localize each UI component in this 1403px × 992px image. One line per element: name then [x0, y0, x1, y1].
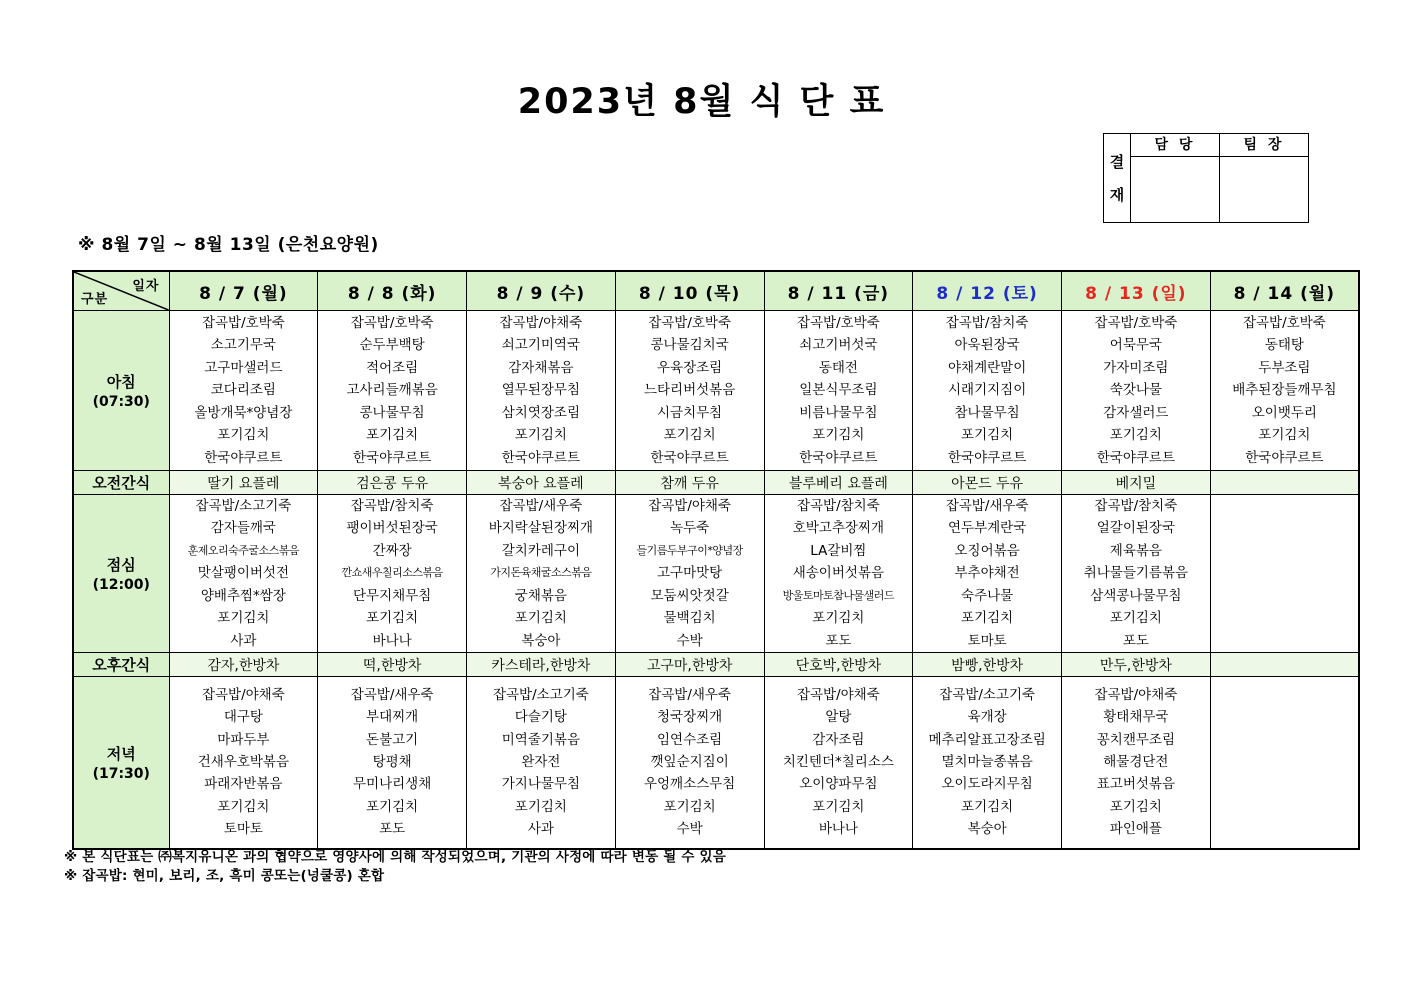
menu-row-점심: [73, 495, 1359, 653]
menu-item: 비름나물무침: [799, 404, 878, 421]
menu-item: 포기김치: [366, 798, 419, 815]
menu-item: 쇠고기버섯국: [799, 337, 878, 354]
menu-item: 오이양파무침: [799, 776, 878, 793]
row-label: [73, 495, 169, 653]
menu-item: 코다리조림: [210, 382, 276, 399]
menu-item: 참나물무침: [954, 404, 1020, 421]
menu-item: 녹두죽: [670, 520, 710, 537]
menu-row-저녁: [73, 677, 1359, 849]
row-label-text: 저녁: [106, 744, 136, 763]
menu-item: 완자전: [521, 754, 561, 771]
menu-row-오전간식: [73, 471, 1359, 495]
menu-item: 적어조림: [366, 359, 419, 376]
menu-item: 한국야쿠르트: [948, 449, 1027, 466]
menu-item: 포기김치: [514, 427, 567, 444]
approval-column-damdang: [1131, 134, 1219, 222]
menu-item: 황태채무국: [1103, 709, 1169, 726]
snack-cell: 블루베리 요플레: [764, 471, 913, 495]
menu-item: 한국야쿠르트: [650, 449, 729, 466]
meal-cell: [318, 677, 467, 849]
menu-item: 잡곡밥/소고기죽: [939, 686, 1036, 703]
menu-item: 미역줄기볶음: [501, 731, 580, 748]
menu-item: LA갈비찜: [810, 542, 867, 559]
menu-item: 포기김치: [812, 610, 865, 627]
menu-item: 포도: [1122, 632, 1149, 649]
date-header: 8 / 12 (토): [913, 271, 1062, 311]
menu-item: 포기김치: [514, 610, 567, 627]
menu-item: 들기름두부구이*양념장: [636, 543, 743, 557]
meal-cell: [169, 495, 318, 653]
menu-item: 마파두부: [217, 731, 270, 748]
menu-item: 아욱된장국: [954, 337, 1020, 354]
menu-item: 어묵무국: [1109, 337, 1162, 354]
menu-item: 해물경단전: [1103, 754, 1169, 771]
menu-item: 한국야쿠르트: [799, 449, 878, 466]
menu-item: 잡곡밥/참치죽: [945, 315, 1029, 332]
menu-item: 건새우호박볶음: [197, 754, 290, 771]
row-label-text: 아침: [106, 373, 136, 391]
date-header: 8 / 8 (화): [318, 271, 467, 311]
date-header: 8 / 11 (금): [764, 271, 913, 311]
row-label-text: 오전간식: [92, 474, 151, 492]
menu-item: 육개장: [967, 709, 1007, 726]
menu-item: 호박고추장찌개: [792, 520, 885, 537]
menu-item: 부대찌개: [366, 709, 419, 726]
menu-item: 잡곡밥/새우죽: [350, 686, 434, 703]
menu-item: 잡곡밥/소고기죽: [492, 686, 589, 703]
menu-item: 배추된장들깨무침: [1232, 382, 1337, 399]
menu-item: 잡곡밥/야채죽: [796, 686, 880, 703]
row-label-text: 오후간식: [92, 656, 151, 674]
menu-item: 두부조림: [1258, 359, 1311, 376]
menu-item: 청국장찌개: [657, 709, 723, 726]
snack-cell: 참깨 두유: [615, 471, 764, 495]
row-label-text: 점심: [106, 556, 136, 574]
meal-cell: [764, 495, 913, 653]
menu-item: 사과: [527, 821, 554, 838]
menu-item: 잡곡밥/새우죽: [499, 498, 583, 515]
menu-item: 파래자반볶음: [204, 776, 283, 793]
meal-plan-table: [72, 270, 1360, 850]
meal-cell: [318, 311, 467, 471]
menu-item: 시래기지짐이: [948, 382, 1027, 399]
menu-item: 포도: [825, 632, 852, 649]
row-time: (12:00): [92, 577, 150, 593]
menu-item: 포기김치: [961, 798, 1014, 815]
menu-item: 포기김치: [217, 798, 270, 815]
snack-cell: 고구마,한방차: [615, 653, 764, 677]
menu-item: 가지돈육채굴소스볶음: [490, 566, 592, 580]
menu-item: 바나나: [818, 821, 858, 838]
snack-cell: [1210, 653, 1359, 677]
approval-label-char-2: 재: [1109, 186, 1125, 204]
menu-item: 복숭아: [967, 821, 1007, 838]
menu-item: 감자조림: [812, 731, 865, 748]
menu-item: 동태탕: [1264, 337, 1304, 354]
date-header: 8 / 14 (월): [1210, 271, 1359, 311]
snack-cell: 복숭아 요플레: [467, 471, 616, 495]
menu-item: 포기김치: [1109, 798, 1162, 815]
meal-cell: [1210, 677, 1359, 849]
menu-item: 일본식무조림: [799, 382, 878, 399]
menu-item: 포기김치: [812, 798, 865, 815]
menu-item: 한국야쿠르트: [204, 449, 283, 466]
menu-item: 연두부계란국: [948, 520, 1027, 537]
footnote-provider: ※ 본 식단표는 ㈜복지유니온 과의 협약으로 영양사에 의해 작성되었으며, 기관의 사정에 따라 변동 될 수 있음: [64, 849, 726, 865]
menu-item: 깐쇼새우칠리소스볶음: [341, 566, 443, 580]
menu-item: 오이도라지무침: [941, 776, 1033, 793]
menu-item: 잡곡밥/호박죽: [1242, 315, 1326, 332]
menu-item: 잡곡밥/새우죽: [648, 686, 732, 703]
row-time: (07:30): [92, 394, 150, 410]
date-header-row: [73, 271, 1359, 311]
menu-item: 오이뱃두리: [1251, 404, 1317, 421]
meal-cell: [1062, 311, 1211, 471]
menu-item: 탕평채: [372, 754, 412, 771]
snack-cell: 딸기 요플레: [169, 471, 318, 495]
menu-item: 포기김치: [812, 427, 865, 444]
menu-item: 물백김치: [663, 610, 716, 627]
menu-item: 잡곡밥/참치죽: [1094, 498, 1178, 515]
menu-item: 알탕: [825, 709, 852, 726]
menu-item: 쇠고기미역국: [501, 337, 580, 354]
row-label: [73, 653, 169, 677]
menu-item: 잡곡밥/호박죽: [648, 315, 732, 332]
menu-item: 포기김치: [1258, 427, 1311, 444]
meal-cell: [615, 495, 764, 653]
menu-item: 포기김치: [514, 798, 567, 815]
snack-cell: 만두,한방차: [1062, 653, 1211, 677]
menu-item: 쑥갓나물: [1109, 382, 1162, 399]
menu-row-아침: [73, 311, 1359, 471]
menu-row-오후간식: [73, 653, 1359, 677]
menu-item: 감자채볶음: [508, 359, 574, 376]
page-title: 2023년 8월 식 단 표: [517, 82, 886, 122]
menu-item: 포기김치: [366, 427, 419, 444]
menu-item: 느타리버섯볶음: [643, 382, 736, 399]
menu-item: 사과: [230, 632, 257, 649]
menu-item: 무미나리생채: [353, 776, 432, 793]
meal-cell: [169, 677, 318, 849]
menu-item: 고사리들깨볶음: [346, 382, 438, 399]
menu-item: 토마토: [967, 632, 1007, 649]
menu-item: 맛살팽이버섯전: [197, 565, 290, 582]
menu-item: 포기김치: [961, 610, 1014, 627]
menu-item: 동태전: [818, 359, 858, 376]
date-header: 8 / 9 (수): [467, 271, 616, 311]
menu-item: 잡곡밥/호박죽: [201, 315, 285, 332]
corner-cell: [73, 271, 169, 311]
meal-cell: [169, 311, 318, 471]
menu-item: 임연수조림: [657, 731, 723, 748]
snack-cell: 카스테라,한방차: [467, 653, 616, 677]
menu-item: 훈제오리숙주굴소스볶음: [187, 543, 300, 557]
menu-item: 팽이버섯된장국: [346, 520, 438, 537]
approval-signature-cell-timjang: [1220, 157, 1308, 222]
approval-box: [1103, 133, 1309, 223]
menu-item: 포도: [379, 821, 406, 838]
meal-cell: [1062, 495, 1211, 653]
menu-item: 야채계란말이: [948, 359, 1027, 376]
row-label: [73, 677, 169, 849]
menu-item: 깻잎순지짐이: [650, 754, 729, 771]
date-header: 8 / 7 (월): [169, 271, 318, 311]
meal-cell: [467, 677, 616, 849]
snack-cell: 검은콩 두유: [318, 471, 467, 495]
menu-item: 돈불고기: [366, 731, 419, 748]
meal-cell: [467, 495, 616, 653]
meal-cell: [913, 311, 1062, 471]
menu-item: 소고기무국: [210, 337, 276, 354]
snack-cell: [1210, 471, 1359, 495]
meal-cell: [1210, 495, 1359, 653]
meal-cell: [467, 311, 616, 471]
menu-item: 복숭아: [521, 632, 561, 649]
menu-item: 고구마샐러드: [204, 359, 283, 376]
menu-item: 잡곡밥/호박죽: [350, 315, 434, 332]
menu-item: 열무된장무침: [501, 382, 580, 399]
menu-item: 포기김치: [1109, 427, 1162, 444]
menu-item: 잡곡밥/야채죽: [648, 498, 732, 515]
meal-cell: [913, 677, 1062, 849]
snack-cell: 단호박,한방차: [764, 653, 913, 677]
row-time: (17:30): [92, 765, 150, 782]
menu-item: 콩나물무침: [359, 404, 425, 421]
menu-item: 가지나물무침: [501, 776, 580, 793]
approval-label: [1104, 134, 1131, 222]
menu-item: 한국야쿠르트: [1096, 449, 1175, 466]
menu-item: 순두부백탕: [359, 337, 425, 354]
menu-item: 포기김치: [663, 798, 716, 815]
menu-item: 궁채볶음: [514, 587, 567, 604]
menu-item: 잡곡밥/참치죽: [796, 498, 880, 515]
menu-item: 단무지채무침: [353, 587, 432, 604]
menu-item: 갈치카레구이: [501, 542, 580, 559]
menu-item: 우육장조림: [657, 359, 723, 376]
row-label: [73, 471, 169, 495]
menu-item: 잡곡밥/새우죽: [945, 498, 1029, 515]
corner-category-label: 구분: [81, 292, 109, 307]
menu-item: 표고버섯볶음: [1096, 776, 1175, 793]
snack-cell: 베지밀: [1062, 471, 1211, 495]
menu-item: 꽁치캔무조림: [1096, 731, 1175, 748]
menu-item: 포기김치: [217, 427, 270, 444]
menu-item: 삼치엿장조림: [501, 404, 580, 421]
snack-cell: 밤빵,한방차: [913, 653, 1062, 677]
menu-item: 바나나: [372, 632, 412, 649]
row-label: [73, 311, 169, 471]
approval-header-timjang: 팀 장: [1220, 134, 1308, 157]
date-header: 8 / 10 (목): [615, 271, 764, 311]
menu-item: 파인애플: [1109, 821, 1162, 838]
menu-item: 토마토: [223, 821, 263, 838]
menu-item: 잡곡밥/호박죽: [796, 315, 880, 332]
menu-item: 양배추찜*쌈장: [200, 587, 286, 604]
menu-item: 감자샐러드: [1103, 404, 1169, 421]
menu-item: 고구마맛탕: [657, 565, 723, 582]
menu-item: 한국야쿠르트: [501, 449, 580, 466]
footnotes: [64, 848, 726, 886]
footnote-grain-rice: ※ 잡곡밥: 현미, 보리, 조, 흑미 콩또는(넝쿨콩) 혼합: [64, 868, 385, 884]
menu-item: 잡곡밥/호박죽: [1094, 315, 1178, 332]
menu-item: 멸치마늘종볶음: [941, 754, 1033, 771]
meal-cell: [913, 495, 1062, 653]
menu-item: 한국야쿠르트: [353, 449, 432, 466]
meal-cell: [764, 311, 913, 471]
menu-item: 가자미조림: [1103, 359, 1169, 376]
menu-item: 대구탕: [223, 709, 263, 726]
menu-item: 메추리알표고장조림: [928, 731, 1046, 748]
menu-item: 포기김치: [961, 427, 1014, 444]
menu-item: 바지락살된장찌개: [488, 520, 594, 537]
approval-column-timjang: [1219, 134, 1308, 222]
meal-cell: [318, 495, 467, 653]
corner-date-label: 일자: [132, 279, 160, 294]
menu-item: 다슬기탕: [514, 709, 567, 726]
meal-cell: [764, 677, 913, 849]
menu-item: 포기김치: [217, 610, 270, 627]
menu-item: 새송이버섯볶음: [792, 565, 885, 582]
snack-cell: 감자,한방차: [169, 653, 318, 677]
menu-item: 시금치무침: [657, 404, 723, 421]
menu-item: 올방개묵*양념장: [194, 404, 293, 421]
menu-item: 잡곡밥/야채죽: [499, 315, 583, 332]
menu-item: 콩나물김치국: [650, 337, 729, 354]
menu-item: 취나물들기름볶음: [1083, 565, 1189, 582]
menu-item: 잡곡밥/소고기죽: [195, 498, 292, 515]
menu-item: 포기김치: [366, 610, 419, 627]
menu-item: 수박: [676, 632, 703, 649]
menu-item: 감자들깨국: [210, 520, 276, 537]
week-range-subtitle: ※ 8월 7일 ~ 8월 13일 (은천요양원): [78, 235, 379, 255]
menu-item: 모둠씨앗젓갈: [650, 587, 729, 604]
snack-cell: 아몬드 두유: [913, 471, 1062, 495]
menu-item: 잡곡밥/참치죽: [350, 498, 434, 515]
menu-item: 포기김치: [663, 427, 716, 444]
meal-cell: [615, 677, 764, 849]
menu-item: 숙주나물: [961, 587, 1014, 604]
snack-cell: 떡,한방차: [318, 653, 467, 677]
menu-item: 수박: [676, 821, 703, 838]
menu-item: 얼갈이된장국: [1096, 520, 1175, 537]
menu-item: 잡곡밥/야채죽: [201, 686, 285, 703]
approval-header-damdang: 담 당: [1131, 134, 1219, 157]
menu-item: 삼색콩나물무침: [1090, 587, 1182, 604]
approval-signature-cell-damdang: [1131, 157, 1219, 222]
menu-item: 제육볶음: [1109, 542, 1162, 559]
date-header: 8 / 13 (일): [1062, 271, 1211, 311]
menu-item: 오징어볶음: [954, 542, 1020, 559]
menu-item: 우엉깨소스무침: [643, 776, 736, 793]
meal-cell: [1062, 677, 1211, 849]
menu-item: 부추야채전: [954, 565, 1020, 582]
menu-item: 포기김치: [1109, 610, 1162, 627]
menu-item: 간짜장: [372, 542, 412, 559]
menu-item: 치킨텐더*칠리소스: [782, 754, 894, 771]
meal-cell: [1210, 311, 1359, 471]
menu-item: 방울토마토참나물샐러드: [782, 588, 895, 602]
menu-item: 한국야쿠르트: [1245, 449, 1324, 466]
approval-label-char-1: 결: [1109, 153, 1125, 171]
menu-item: 잡곡밥/야채죽: [1094, 686, 1178, 703]
meal-cell: [615, 311, 764, 471]
